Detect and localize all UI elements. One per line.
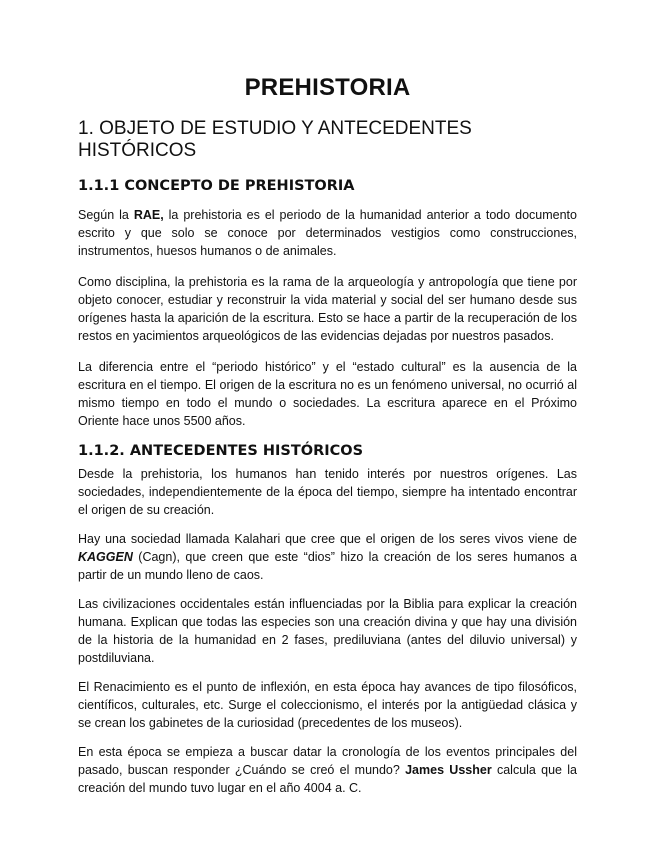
paragraph-text: Según la: [78, 208, 134, 222]
paragraph-ussher: [78, 743, 577, 797]
paragraph-text: En esta época se empieza a buscar datar la cronología de los eventos principales del pasado, buscan responder ¿Cuándo se creó el mundo?: [78, 745, 577, 777]
paragraph-text: Hay una sociedad llamada Kalahari que cree que el origen de los seres vivos viene de: [78, 532, 577, 546]
paragraph-text: la prehistoria es el periodo de la humanidad anterior a todo documento escrito y que solo se conoce por determinados vestigios como construcciones, instrumentos, huesos humanos o de animales.: [78, 208, 577, 258]
paragraph-text: (Cagn), que creen que este “dios” hizo la creación de los seres humanos a partir de un mundo lleno de caos.: [78, 550, 577, 582]
paragraph-rae-definition: [78, 206, 577, 260]
paragraph-disciplina: Como disciplina, la prehistoria es la rama de la arqueología y antropología que tiene por objeto conocer, estudiar y reconstruir la vida material y social del ser humano desde sus orígenes hasta la aparición de la escritura. Esto se hace a partir de la recuperación de los restos en yacimientos arqueológicos de las evidencias dejadas por nuestros pasados.: [78, 275, 577, 343]
kaggen-bold-italic: KAGGEN: [78, 550, 133, 564]
section-heading: 1. OBJETO DE ESTUDIO Y ANTECEDENTES HISTÓRICOS: [78, 118, 472, 161]
paragraph-text: calcula que la creación del mundo tuvo lugar en el año 4004 a. C.: [78, 763, 577, 795]
subsection-heading-concepto: 1.1.1 CONCEPTO DE PREHISTORIA: [78, 178, 355, 194]
paragraph-biblia: Las civilizaciones occidentales están influenciadas por la Biblia para explicar la creación humana. Explican que todas las especies son una creación divina y que hay una división de la historia de la humanidad en 2 fases, prediluviana (antes del diluvio universal) y postdiluviana.: [78, 597, 577, 665]
paragraph-diferencia: La diferencia entre el “periodo histórico” y el “estado cultural” es la ausencia de la escritura en el tiempo. El origen de la escritura no es un fenómeno universal, no ocurrió al mismo tiempo en todo el mundo o sociedades. La escritura aparece en el Próximo Oriente hace unos 5500 años.: [78, 360, 577, 428]
paragraph-origenes: Desde la prehistoria, los humanos han tenido interés por nuestros orígenes. Las sociedades, independientemente de la época del tiempo, siempre ha intentado encontrar el origen de su creación.: [78, 467, 577, 517]
james-ussher-bold: James Ussher: [405, 763, 492, 777]
rae-bold: RAE,: [133, 208, 164, 222]
paragraph-renacimiento: El Renacimiento es el punto de inflexión, en esta época hay avances de tipo filosóficos, científicos, culturales, etc. Surge el coleccionismo, el interés por la antigüedad clásica y se crean los gabinetes de la curiosidad (precedentes de los museos).: [78, 680, 577, 730]
document-title: PREHISTORIA: [244, 74, 411, 101]
paragraph-kalahari: [78, 530, 577, 584]
subsection-heading-antecedentes: 1.1.2. ANTECEDENTES HISTÓRICOS: [78, 443, 364, 459]
